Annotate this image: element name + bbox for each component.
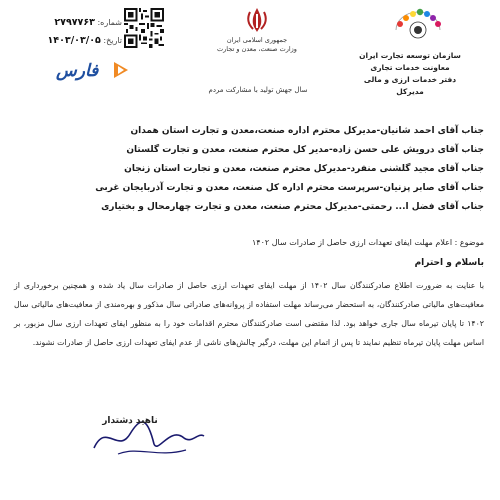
year-slogan: سال جهش تولید با مشارکت مردم bbox=[208, 86, 308, 94]
qr-code-icon bbox=[124, 8, 164, 48]
addressee-list bbox=[16, 122, 484, 217]
letter-date-row bbox=[8, 32, 122, 50]
letter-date-value: ۱۴۰۳/۰۳/۰۵ bbox=[47, 35, 101, 46]
org-line-3: دفتر خدمات ارزی و مالی bbox=[363, 75, 457, 84]
letter-number-row bbox=[8, 14, 122, 32]
org-line-1: سازمان توسعه تجارت ایران bbox=[359, 51, 461, 60]
iran-emblem-icon bbox=[244, 6, 270, 34]
letter-meta bbox=[8, 14, 122, 50]
letter-greeting: باسلام و احترام bbox=[414, 258, 484, 268]
ministry-name bbox=[205, 36, 309, 54]
addressee-line: جناب آقای احمد شانیان-مدیرکل محترم اداره صنعت،معدن و تجارت استان همدان bbox=[130, 126, 484, 136]
letter-subject: موضوع : اعلام مهلت ایفای تعهدات ارزی حاصل از صادرات سال ۱۴۰۲ bbox=[252, 238, 484, 247]
addressee-line: جناب آقای صابر پزنیان-سرپرست محترم اداره کل صنعت، معدن و تجارت آذربایجان غربی bbox=[95, 183, 484, 193]
addressee-line: جناب آقای مجید گلشنی منفرد-مدیرکل محترم صنعت، معدن و تجارت استان زنجان bbox=[124, 164, 484, 174]
letter-date-label: تاریخ: bbox=[103, 36, 122, 45]
org-line-4: مدیرکل bbox=[396, 87, 424, 96]
ministry-line-1: جمهوری اسلامی ایران bbox=[226, 36, 288, 44]
news-agency-logo bbox=[56, 58, 130, 82]
issuing-office bbox=[340, 50, 480, 98]
signer-name: ناهید دشتدار bbox=[102, 416, 158, 426]
news-agency-logo-text: فارس bbox=[56, 61, 99, 81]
letter-number-label: شماره: bbox=[97, 18, 122, 27]
addressee-line: جناب آقای درویش علی حسن زاده-مدیر کل محترم صنعت، معدن و تجارت گلستان bbox=[126, 145, 484, 155]
ministry-line-2: وزارت صنعت، معدن و تجارت bbox=[217, 45, 297, 53]
letter-number-value: ۲۷۹۷۷۶۳ bbox=[54, 17, 95, 28]
trade-organization-logo bbox=[386, 6, 450, 46]
org-line-2: معاونت خدمات تجاری bbox=[370, 63, 450, 72]
letter-body: با عنایت به ضرورت اطلاع صادرکنندگان سال ۱۴۰۲ از مهلت ایفای تعهدات ارزی حاصل از صادرات سال یاد شده و همچنین برخورداری از معافیت‌های مالیاتی صادرکنندگان، به استحضار می‌رساند مهلت استفاده از پروانه‌های صادراتی سال مذکور و بهره‌مندی از معافیت‌های مالیاتی سال ۱۴۰۲ تا پایان تیرماه سال جاری خواهد بود. لذا مقتضی است صادرکنندگان محترم اقدامات خود را به منظور ایفای تعهدات ارزی سال مزبور، بر اساس مهلت پایان تیرماه تنظیم نمایند تا پس از اتمام این مهلت، درگیر چالش‌های ناشی از عدم ایفای تعهدات ارزی حاصل از صادرات نشوند. bbox=[14, 281, 484, 347]
addressee-line: جناب آقای فضل ا... رحمتی-مدیرکل محترم صنعت، معدن و تجارت چهارمحال و بختیاری bbox=[101, 202, 484, 212]
